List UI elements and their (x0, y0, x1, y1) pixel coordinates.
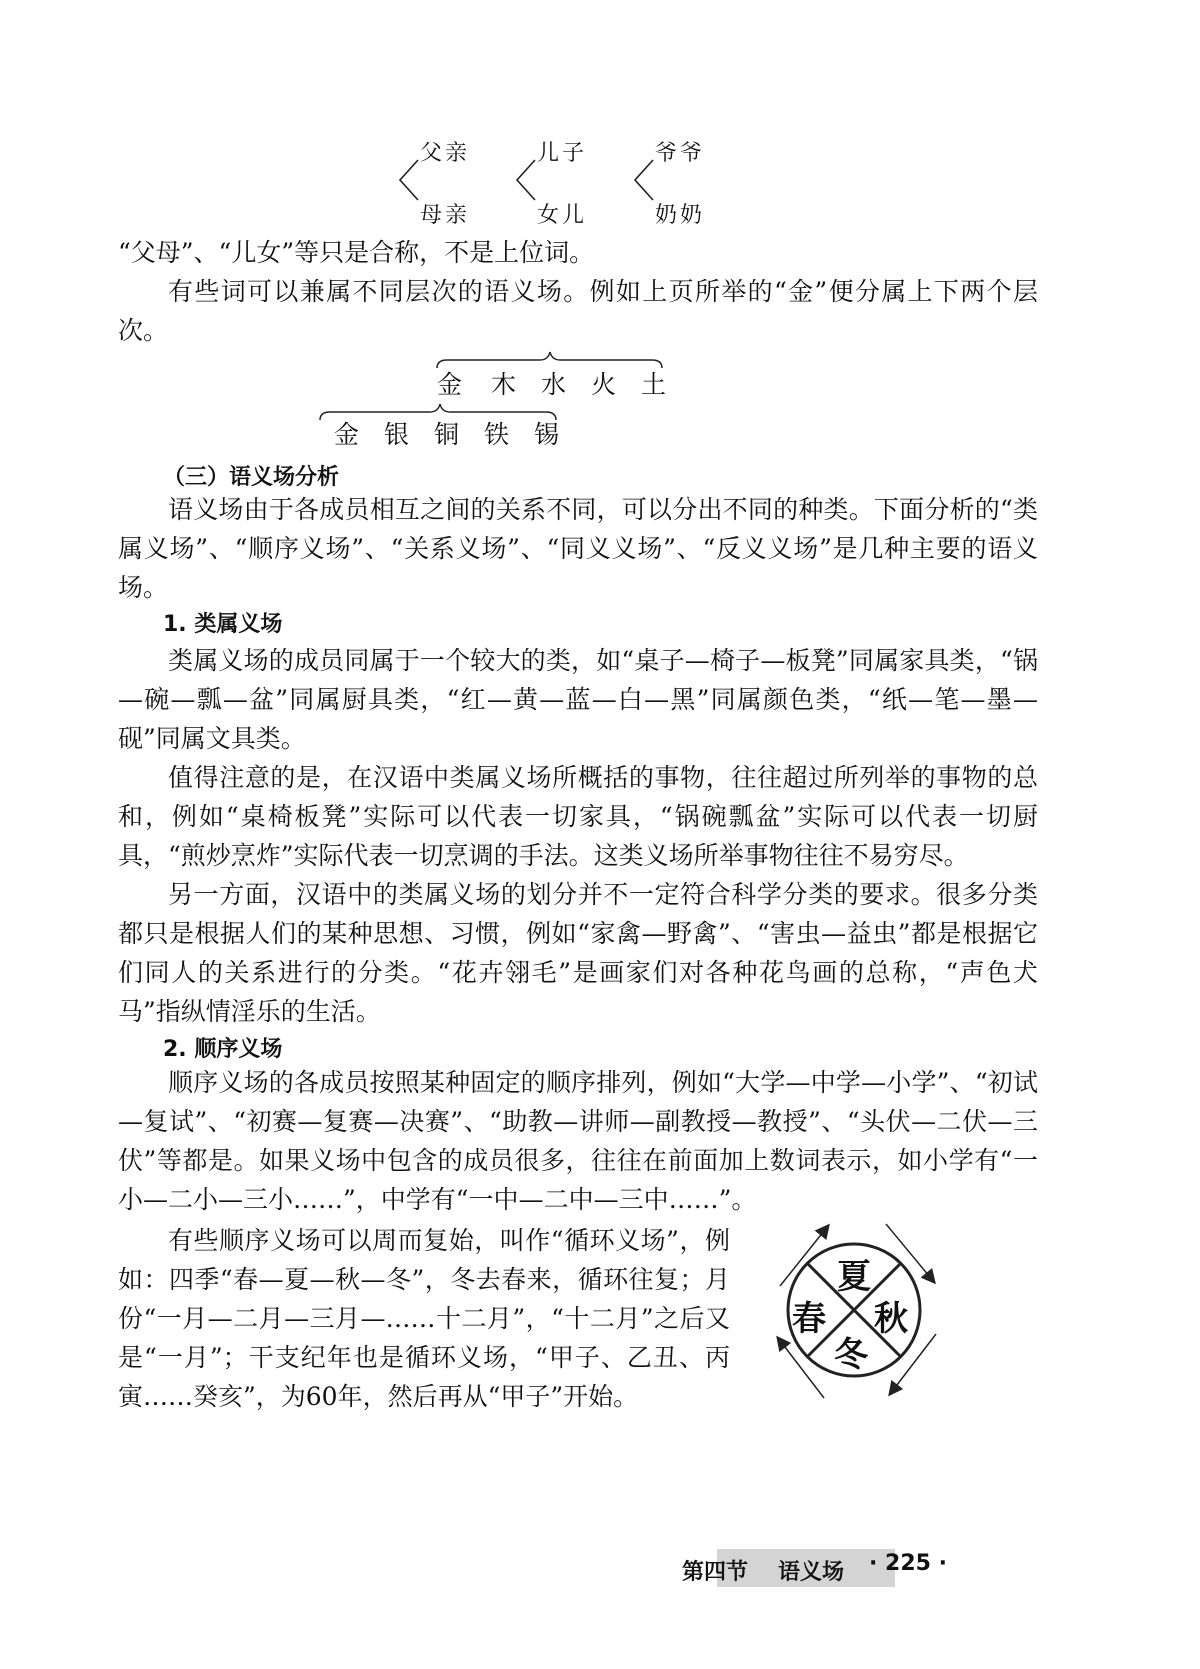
sub1-paragraph-1: 类属义场的成员同属于一个较大的类，如“桌子—椅子—板凳”同属家具类，“锅—碗—瓢—盆”同属厨具类，“红—黄—蓝—白—黑”同属颜色类，“纸—笔—墨—砚”同属文具类。 (118, 646, 1038, 753)
section-heading: （三）语义场分析 (163, 465, 340, 490)
section-intro: 语义场由于各成员相互之间的关系不同，可以分出不同的种类。下面分析的“类属义场”、“顺序义场”、“关系义场”、“同义义场”、“反义义场”是几种主要的语义场。 (118, 495, 1038, 602)
upper-item: 木 (491, 370, 517, 399)
kin-top-1: 父亲 (420, 141, 471, 166)
lower-item: 锡 (534, 420, 560, 449)
page-number: · 225 · (869, 1551, 947, 1576)
hierarchy-upper-row (0, 365, 1200, 399)
kin-bottom-1: 母亲 (420, 203, 471, 228)
sub2-paragraph-2: 有些顺序义场可以周而复始，叫作“循环义场”，例如：四季“春—夏—秋—冬”，冬去春来，循环往复；月份“一月—二月—三月—……十二月”，“十二月”之后又是“一月”；干支纪年也是循环义场，“甲子、乙丑、丙寅……癸亥”，为60年，然后再从“甲子”开始。 (118, 1226, 730, 1411)
subsection-heading-1: 1. 类属义场 (163, 612, 283, 637)
paragraph-multi-level: 有些词可以兼属不同层次的语义场。例如上页所举的“金”便分属上下两个层次。 (118, 277, 1038, 345)
upper-item: 土 (641, 370, 667, 399)
sub2-paragraph-1: 顺序义场的各成员按照某种固定的顺序排列，例如“大学—中学—小学”、“初试—复试”、“初赛—复赛—决赛”、“助教—讲师—副教授—教授”、“头伏—二伏—三伏”等都是。如果义场中包含的成员很多，往往在前面加上数词表示，如小学有“一小—二小—三小……”，中学有“一中—二中—三中……”。 (118, 1068, 1038, 1214)
season-summer: 夏 (837, 1257, 871, 1297)
kin-top-2: 儿子 (537, 141, 588, 166)
season-spring: 春 (792, 1299, 826, 1339)
sub1-paragraph-3: 另一方面，汉语中的类属义场的划分并不一定符合科学分类的要求。很多分类都只是根据人们的某种思想、习惯，例如“家禽—野禽”、“害虫—益虫”都是根据它们同人的关系进行的分类。“花卉翎毛”是画家们对各种花鸟画的总称，“声色犬马”指纵情淫乐的生活。 (118, 880, 1038, 1026)
season-winter: 冬 (834, 1335, 868, 1375)
lower-item: 铜 (434, 420, 460, 449)
subsection-heading-2: 2. 顺序义场 (163, 1037, 283, 1062)
kin-top-3: 爷爷 (655, 141, 706, 166)
kinship-brackets (0, 0, 1200, 240)
lower-item: 铁 (484, 420, 510, 449)
upper-item: 水 (541, 370, 567, 399)
paragraph-combined-terms: “父母”、“儿女”等只是合称，不是上位词。 (118, 238, 595, 267)
upper-item: 火 (591, 370, 617, 399)
lower-item: 金 (334, 420, 360, 449)
footer-title: 语义场 (778, 1560, 845, 1585)
lower-item: 银 (384, 420, 410, 449)
upper-item: 金 (437, 370, 463, 399)
sub1-paragraph-2: 值得注意的是，在汉语中类属义场所概括的事物，往往超过所列举的事物的总和，例如“桌椅板凳”实际可以代表一切家具，“锅碗瓢盆”实际可以代表一切厨具，“煎炒烹炸”实际代表一切烹调的手法。这类义场所举事物往往不易穷尽。 (118, 763, 1038, 870)
season-cycle-graphic (760, 1210, 960, 1420)
kin-bottom-2: 女儿 (537, 203, 588, 228)
hierarchy-lower-row (0, 415, 1200, 449)
footer-section: 第四节 (682, 1560, 749, 1585)
kin-bottom-3: 奶奶 (655, 203, 706, 228)
season-autumn: 秋 (874, 1299, 908, 1339)
